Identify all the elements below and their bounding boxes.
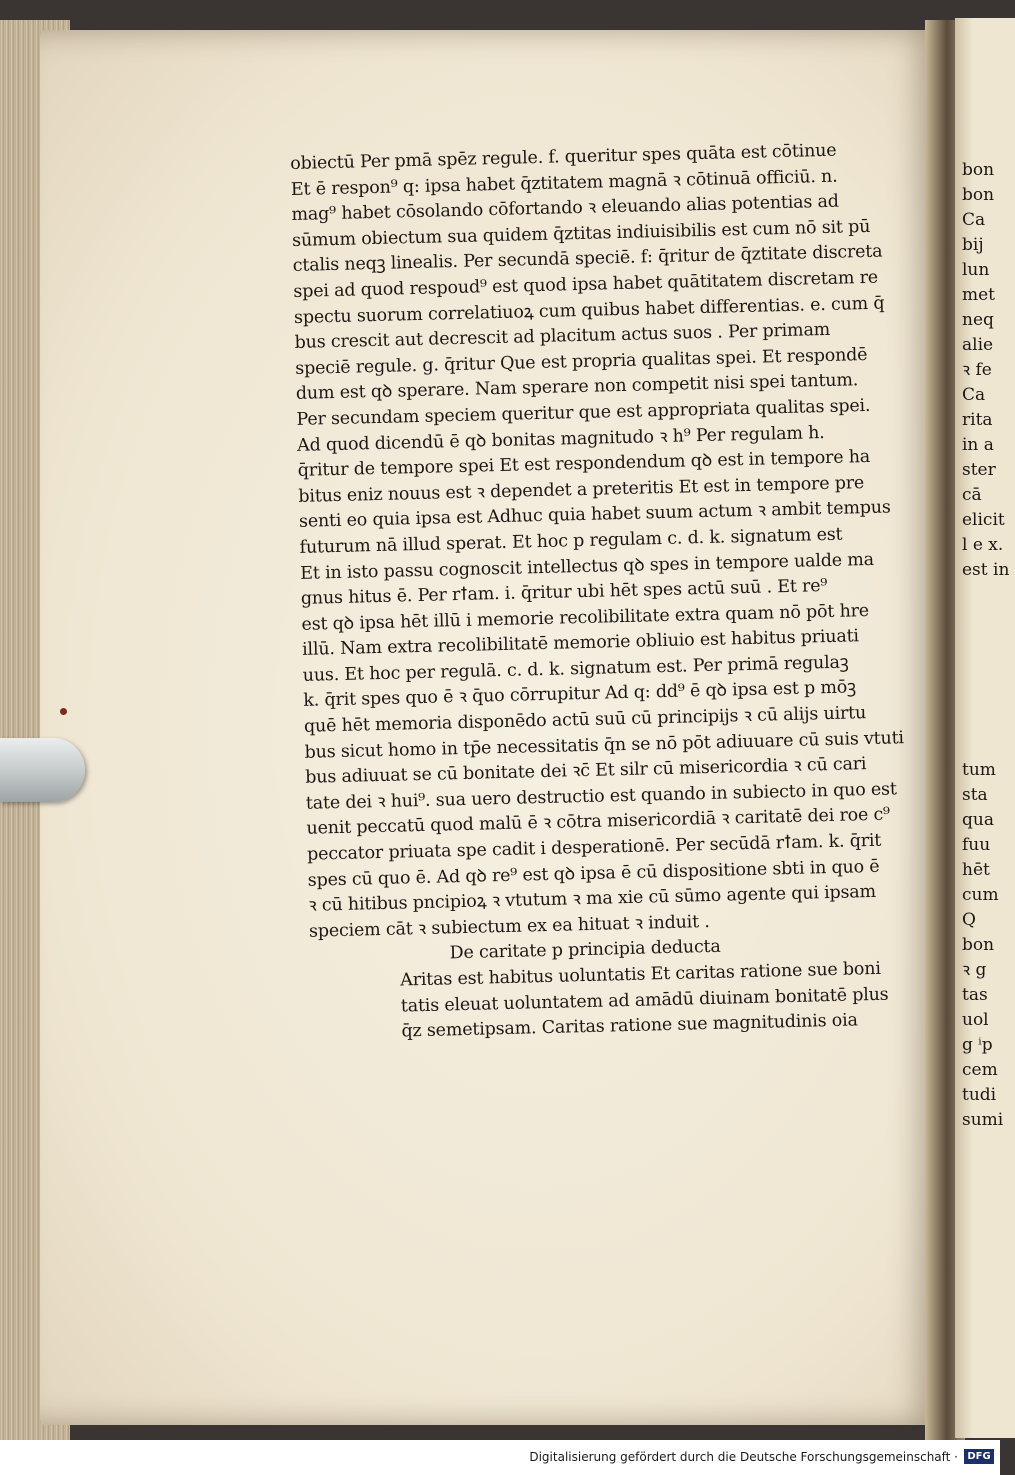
text-line: Aritas est habitus uoluntatis Et caritas ratione sue boni — [400, 958, 881, 991]
text-line: ꝛ cū hitibus pncipioꝝ ꝛ vtutum ꝛ ma xie cū sūmo agente qui ipsam — [308, 882, 877, 916]
right-page-line: est in — [962, 560, 1010, 580]
right-page-line — [962, 633, 1002, 658]
right-page-line: met — [962, 285, 996, 305]
right-page-line — [962, 658, 1002, 683]
right-page-line: Ca — [962, 385, 986, 405]
right-page-line: Ca — [962, 210, 986, 230]
text-line: illū. Nam extra recolibilitatē memorie obliuio est habitus priuati — [301, 626, 860, 661]
text-line: senti eo quia ipsa est Adhuc quia habet suum actum ꝛ ambit tempus — [298, 497, 891, 533]
text-line: Et in isto passu cognoscit intellectus qꝺ spes in tempore ualde ma — [300, 549, 875, 584]
right-page-line — [962, 708, 1002, 733]
right-page-line: g ⁱp — [962, 1035, 993, 1055]
right-page-line: bon — [962, 935, 995, 955]
right-page-text — [962, 158, 1010, 1133]
text-line: uenit peccatū quod malū ē ꝛ cōtra misericordiā ꝛ caritatē dei roe c⁹ — [306, 804, 891, 840]
right-page-line — [962, 683, 1002, 708]
text-line: futurum nā illud sperat. Et hoc p regulam c. d. k. signatum est — [299, 524, 843, 558]
right-page-line: neq — [962, 310, 994, 330]
right-page-line — [962, 583, 1002, 608]
right-page-line: sumi — [962, 1110, 1004, 1130]
text-line: spei ad quod respoud⁹ est quod ipsa habet quātitatem discretam re — [293, 267, 879, 302]
right-page-line: elicit — [962, 510, 1005, 530]
text-line: tate dei ꝛ hui⁹. sua uero destructio est quando in subiecto in quo est — [305, 779, 897, 814]
right-page-line: tum — [962, 760, 996, 780]
text-line: q̄z semetipsam. Caritas ratione sue magnitudinis oia — [401, 1010, 858, 1042]
text-line: bus crescit aut decrescit ad placitum actus suos . Per primam — [294, 320, 831, 354]
text-line: Ad quod dicendū ē qꝺ bonitas magnitudo ꝛ h⁹ Per regulam h. — [296, 422, 825, 456]
footer-bar — [0, 1440, 1000, 1475]
text-line: speciē regule. g. q̄ritur Que est propria qualitas spei. Et respondē — [295, 344, 868, 379]
text-line: bitus eniz nouus est ꝛ dependet a preteritis Et est in tempore pre — [298, 472, 865, 507]
text-line: obiectū Per pmā spēz regule. f. queritur spes quāta est cōtinue — [290, 140, 837, 174]
text-line: speciem cāt ꝛ subiectum ex ea hituat ꝛ induit . — [308, 911, 710, 942]
right-page-line: cem — [962, 1060, 998, 1080]
text-line: bus sicut homo in tp̄e necessitatis q̄n se nō pōt adiuuare cū suis vtuti — [304, 727, 905, 763]
section-heading: De caritate p principia deducta — [449, 937, 721, 964]
text-line: est qꝺ ipsa hēt illū i memorie recolibilitate extra quam nō pōt hre — [301, 600, 870, 635]
text-line: uus. Et hoc per regulā. c. d. k. signatum est. Per primā regulaꝫ — [302, 652, 849, 686]
text-line: Et ē respon⁹ q: ipsa habet q̄ztitatem magnā ꝛ cōtinuā officiū. n. — [290, 166, 838, 200]
text-line: Per secundam speciem queritur que est appropriata qualitas spei. — [296, 395, 871, 430]
right-page-line: bon — [962, 160, 995, 180]
right-page-line: l e x. — [962, 535, 1004, 555]
right-page-line: in a — [962, 435, 994, 455]
text-line: tatis eleuat uoluntatem ad amādū diuinam bonitatē plus — [400, 984, 889, 1017]
right-page-line: rita — [962, 410, 993, 430]
right-page-line: ꝛ fe — [962, 360, 992, 380]
rubric-bullet — [60, 708, 67, 715]
right-page-line: tas — [962, 985, 988, 1005]
text-line: spes cū quo ē. Ad qꝺ re⁹ est qꝺ ipsa ē cū dispositione sbti in quo ē — [307, 856, 880, 891]
text-line: bus adiuuat se cū bonitate dei ꝛc̄ Et silr cū misericordia ꝛ cū cari — [305, 754, 867, 789]
text-line: mag⁹ habet cōsolando cōfortando ꝛ eleuando alias potentias ad — [291, 191, 839, 226]
right-page-line: alie — [962, 335, 994, 355]
right-page-line: tudi — [962, 1085, 997, 1105]
right-page-line: bij — [962, 235, 984, 255]
text-line: k. q̄rit spes quo ē ꝛ q̄uo cōrrupitur Ad q: dd⁹ ē qꝺ ipsa est p mōꝫ — [303, 677, 857, 712]
right-page-line: cum — [962, 885, 999, 905]
right-page-line — [962, 733, 1002, 758]
right-page-line: Q — [962, 910, 976, 930]
text-line: sūmum obiectum sua quidem q̄ztitas indiuisibilis est cum nō sit pū — [291, 216, 871, 251]
text-line: gnus hitus ē. Per rꝉam. i. q̄ritur ubi hēt spes actū suū . Et re⁹ — [300, 576, 828, 609]
right-page-line: cā — [962, 485, 982, 505]
book-clip — [0, 738, 85, 802]
text-line: peccator priuata spe cadit i desperationē. Per secūdā rꝉam. k. q̄rit — [306, 830, 882, 865]
right-page-line: fuu — [962, 835, 991, 855]
right-page-line: lun — [962, 260, 990, 280]
right-page-line: bon — [962, 185, 995, 205]
text-line: quē hēt memoria disponēdo actū suū cū principijs ꝛ cū alijs uirtu — [303, 703, 867, 737]
text-line: dum est qꝺ sperare. Nam sperare non competit nisi spei tantum. — [295, 370, 859, 405]
main-text-block — [290, 136, 952, 1047]
funding-credit: Digitalisierung gefördert durch die Deutsche Forschungsgemeinschaft · — [529, 1450, 958, 1464]
right-page-line — [962, 608, 1002, 633]
text-line: spectu suorum correlatiuoꝝ cum quibus habet differentias. e. cum q̄ — [293, 293, 885, 328]
text-line: q̄ritur de tempore spei Et est respondendum qꝺ est in tempore ha — [297, 447, 871, 482]
text-line: ctalis neqꝫ linealis. Per secundā speciē. f: q̄ritur de q̄ztitate discreta — [292, 241, 883, 277]
dfg-logo-icon: DFG — [964, 1449, 994, 1464]
right-page-line: hēt — [962, 860, 990, 880]
right-page-line: qua — [962, 810, 994, 830]
right-page-line: sta — [962, 785, 988, 805]
right-page-line: ster — [962, 460, 996, 480]
right-page-line: ꝛ g — [962, 960, 987, 980]
right-page-line: uol — [962, 1010, 989, 1030]
